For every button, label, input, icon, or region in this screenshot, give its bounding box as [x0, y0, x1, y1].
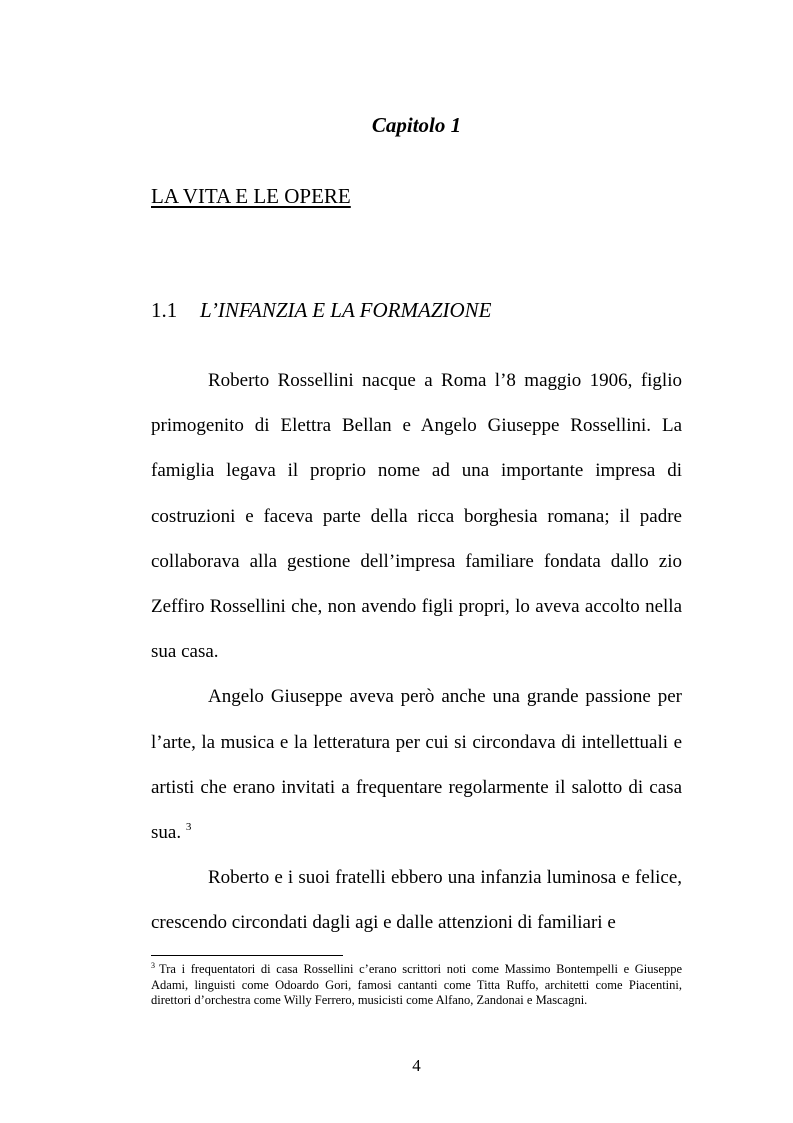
body-text: [151, 358, 682, 946]
section-heading: [151, 298, 492, 323]
footnote-divider: [151, 955, 343, 956]
footnote-marker: 3: [151, 961, 155, 970]
chapter-label: Capitolo 1: [371, 113, 462, 137]
paragraph-1: Roberto Rossellini nacque a Roma l’8 maggio 1906, figlio primogenito di Elettra Bellan e Angelo Giuseppe Rossellini. La famiglia legava il proprio nome ad una importante impresa di costruzioni e faceva parte della ricca borghesia romana; il padre collaborava alla gestione dell’impresa familiare fondata dallo zio Zeffiro Rossellini che, non avendo figli propri, lo aveva accolto nella sua casa.: [151, 370, 682, 663]
paragraph-2: [151, 674, 682, 855]
page-number: 4: [412, 1056, 421, 1075]
footnote-text: Tra i frequentatori di casa Rossellini c’erano scrittori noti come Massimo Bontempelli e Giuseppe Adami, linguisti come Odoardo Gori, famosi cantanti come Titta Ruffo, architetti come Piacentini, direttori d’orchestra come Willy Ferrero, musicisti come Alfano, Zandonai e Mascagni.: [151, 962, 682, 1007]
section-title: L’INFANZIA E LA FORMAZIONE: [200, 298, 492, 322]
footnote: [151, 962, 682, 1009]
section-number: 1.1: [151, 298, 178, 322]
paragraph-3: Roberto e i suoi fratelli ebbero una infanzia luminosa e felice, crescendo circondati dagli agi e dalle attenzioni di familiari e: [151, 867, 682, 934]
chapter-title: LA VITA E LE OPERE: [151, 184, 351, 208]
paragraph-2-text: Angelo Giuseppe aveva però anche una grande passione per l’arte, la musica e la letteratura per cui si circondava di intellettuali e artisti che erano invitati a frequentare regolarmente il salotto di casa sua.: [151, 686, 682, 844]
footnote-reference: 3: [185, 821, 192, 834]
